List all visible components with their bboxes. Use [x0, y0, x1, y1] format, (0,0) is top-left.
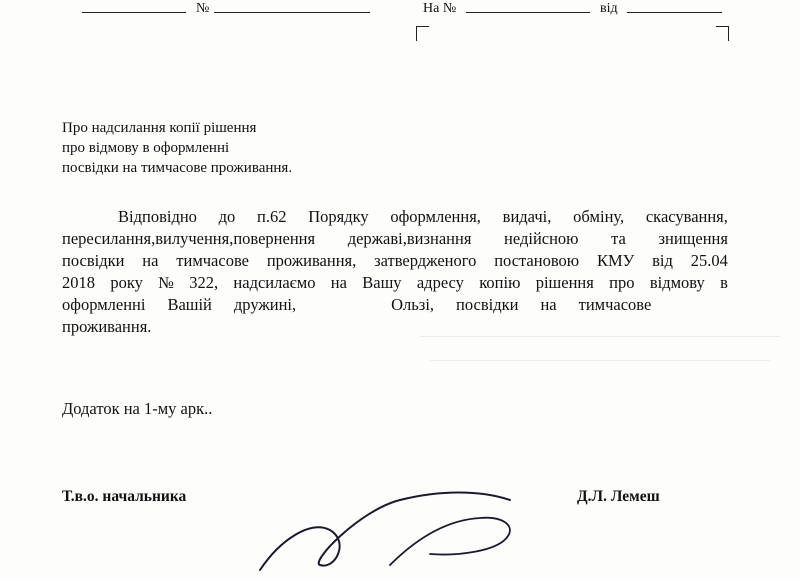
outgoing-number-line: [214, 12, 370, 13]
subject-line: про відмову в оформленні: [62, 140, 230, 156]
body-line: посвідки на тимчасове проживання, затвердженого постановою КМУ від 25.04: [62, 251, 728, 270]
body-line: пересилання,вилучення,повернення державі,визнання недійсною та знищення: [62, 229, 728, 248]
body-line: оформленні Вашій дружині, Ользі, посвідки на тимчасове: [62, 295, 652, 314]
handwritten-signature: [240, 470, 540, 580]
subject-line: Про надсилання копії рішення: [62, 120, 257, 136]
reference-header: [0, 0, 800, 40]
body-line: 2018 року № 322, надсилаємо на Вашу адресу копію рішення про відмову в: [62, 273, 728, 292]
reply-number-line: [466, 12, 590, 13]
reply-date-line: [627, 12, 722, 13]
address-corner-right: [716, 26, 729, 41]
signer-name: Д.Л. Лемеш: [577, 488, 660, 505]
subject-block: [62, 118, 362, 178]
subject-line: посвідки на тимчасове проживання.: [62, 160, 293, 176]
signer-title: Т.в.о. начальника: [62, 488, 187, 505]
address-corner-left: [416, 26, 429, 41]
attachment-note: Додаток на 1-му арк..: [62, 399, 213, 418]
name-olga: Ользі,: [391, 295, 435, 314]
date-line: [82, 12, 186, 13]
body-line: проживання.: [62, 317, 152, 336]
scan-artifact: [430, 360, 770, 361]
number-sign-label: №: [196, 1, 210, 16]
body-line: Відповідно до п.62 Порядку оформлення, видачі, обміну, скасування,: [118, 207, 728, 226]
reply-number-label: На №: [423, 1, 457, 16]
from-label: від: [600, 1, 618, 16]
body-paragraph: [62, 206, 728, 338]
